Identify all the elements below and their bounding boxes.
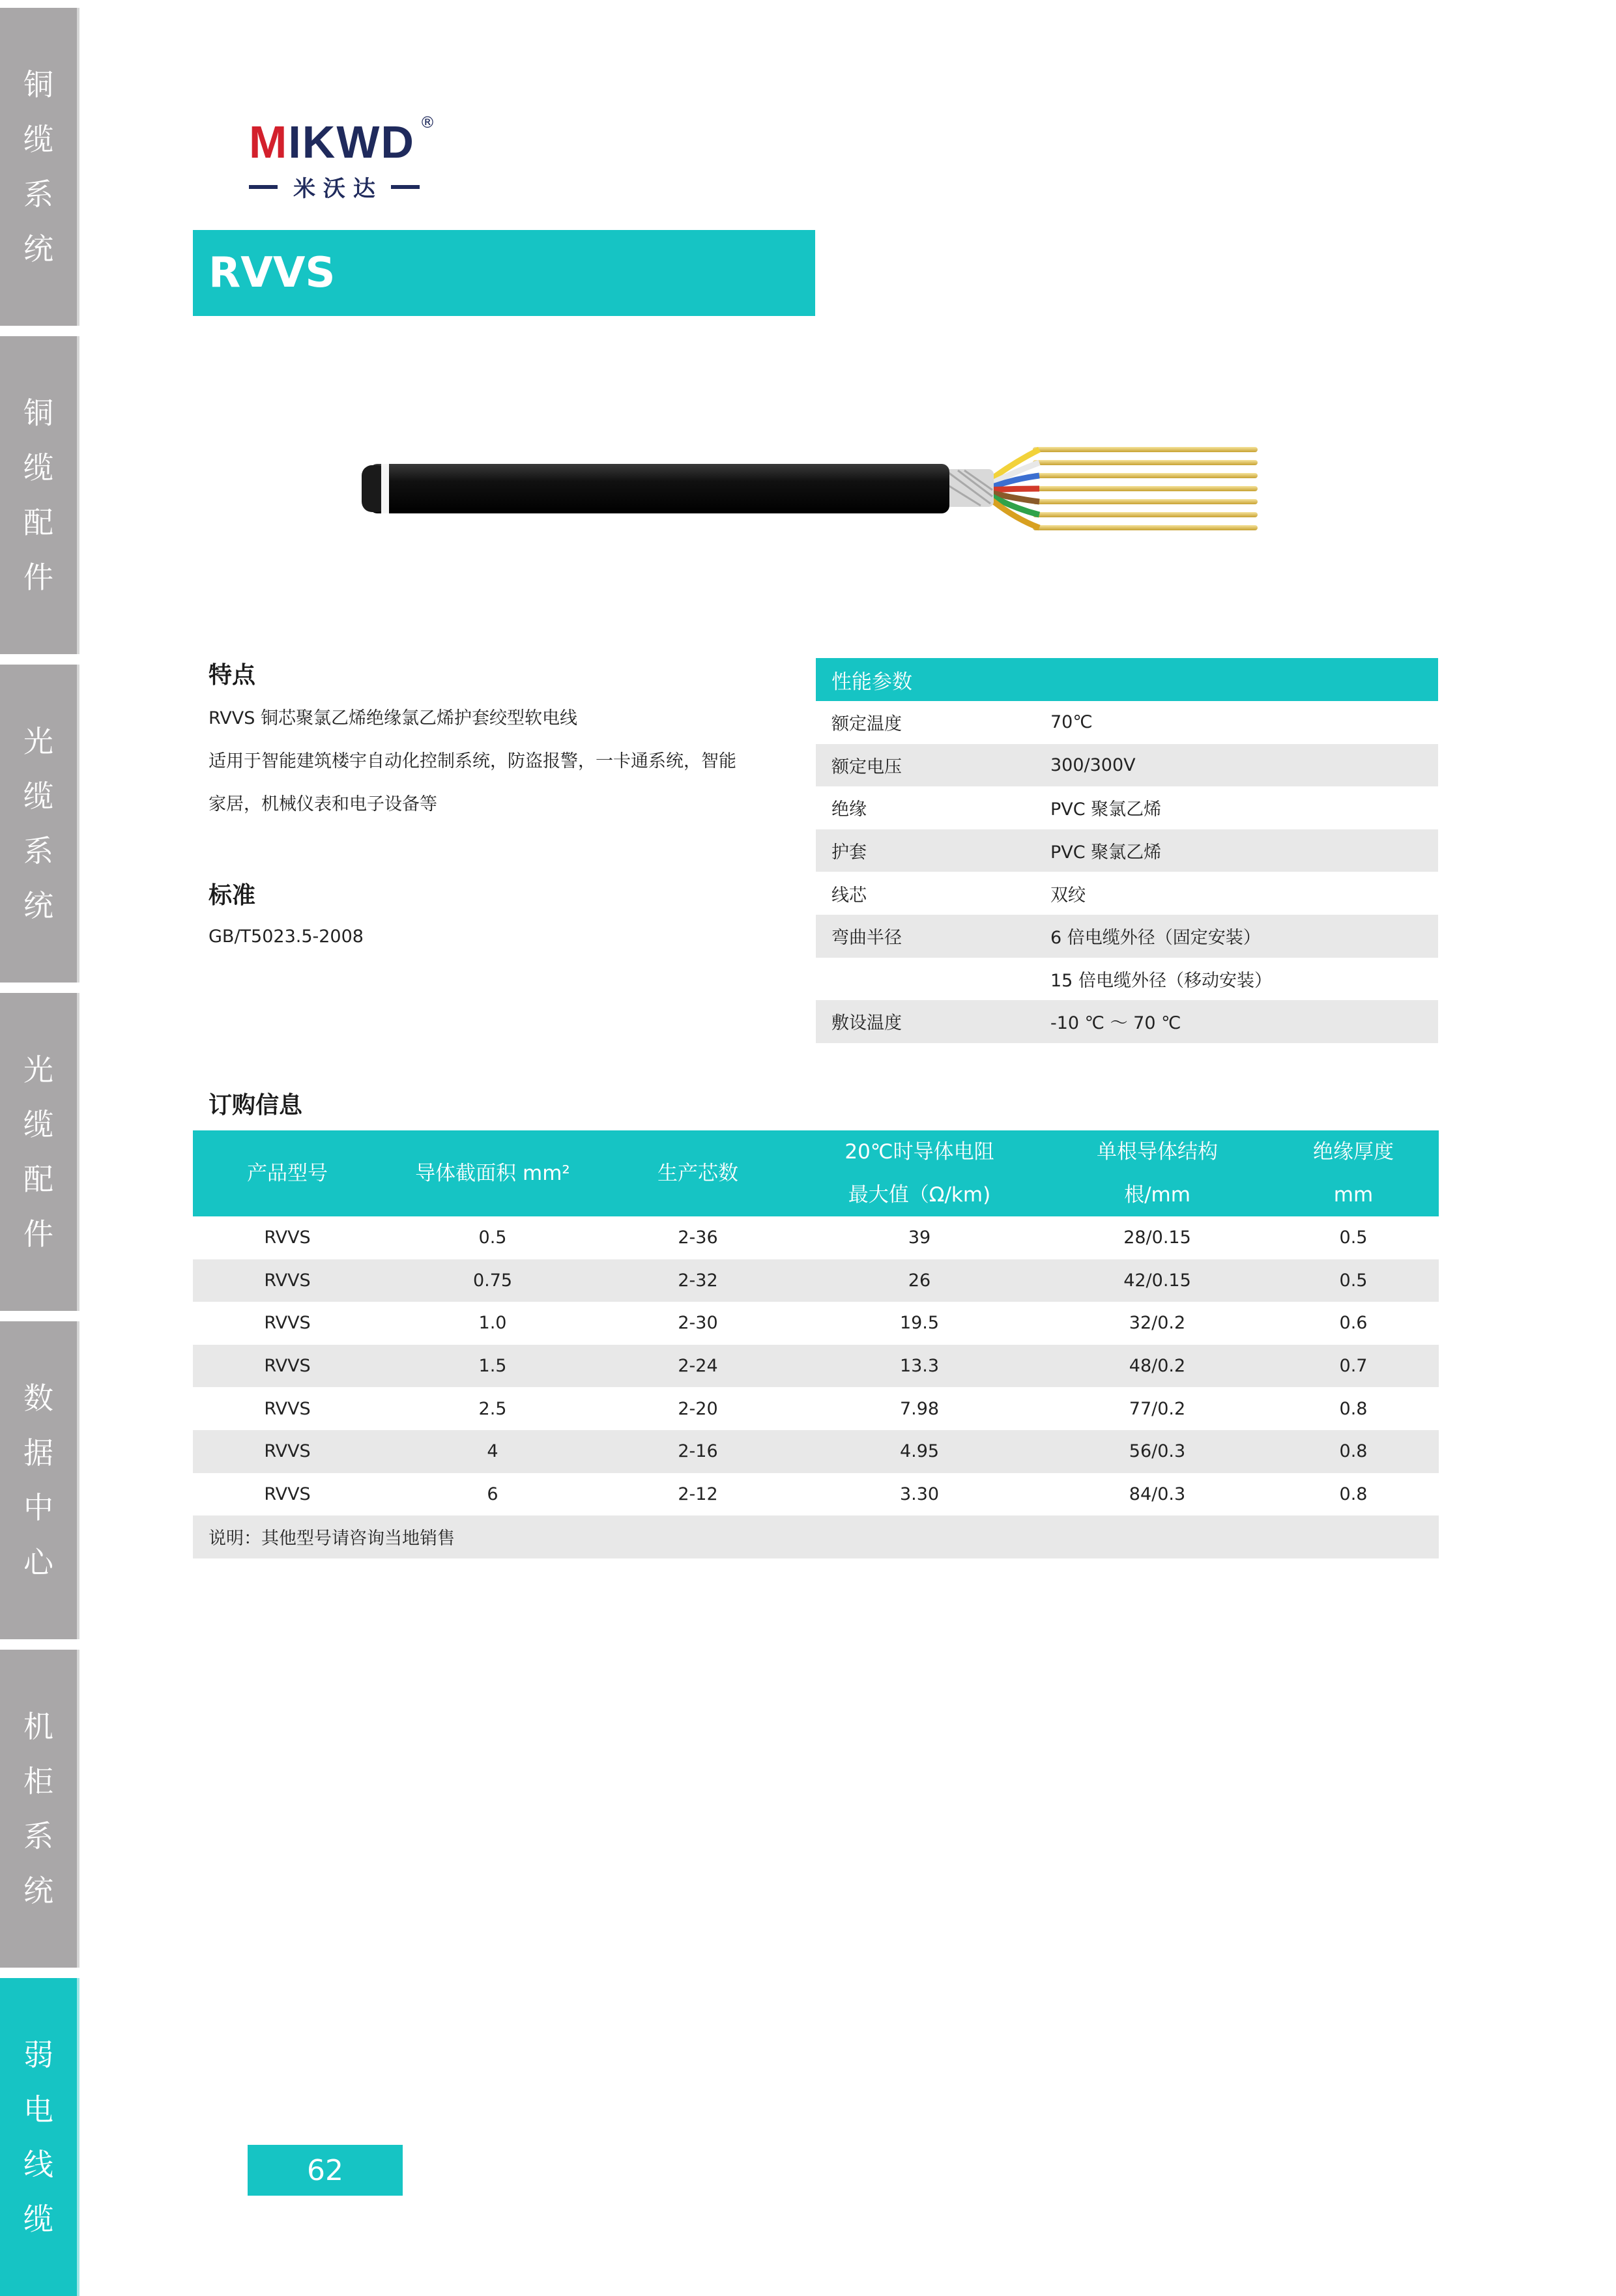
table-cell: 0.8 (1339, 1398, 1368, 1419)
params-row (816, 915, 1438, 958)
table-cell: 2-20 (678, 1398, 718, 1419)
params-row (816, 829, 1438, 872)
table-cell: RVVS (264, 1356, 311, 1377)
params-header: 性能参数 (816, 658, 1438, 701)
side-tab-char: 柜 (23, 1764, 53, 1799)
features-line: RVVS 铜芯聚氯乙烯绝缘氯乙烯护套绞型软电线 (209, 708, 577, 728)
side-tab-char: 配 (23, 505, 53, 540)
params-value: 6 倍电缆外径（固定安装） (1050, 928, 1261, 949)
params-value: 15 倍电缆外径（移动安装） (1050, 970, 1272, 991)
params-value: 300/300V (1050, 754, 1136, 775)
side-tab-char: 铜 (23, 67, 53, 102)
table-cell: 2-16 (678, 1441, 718, 1462)
table-cell: 6 (487, 1484, 498, 1504)
order-table-header (193, 1130, 1439, 1216)
table-cell: RVVS (264, 1484, 311, 1504)
table-row (193, 1430, 1439, 1473)
table-cell: 0.6 (1339, 1313, 1368, 1334)
table-cell: RVVS (264, 1313, 311, 1334)
performance-params-table (816, 658, 1438, 1043)
params-row (816, 701, 1438, 744)
column-header-line: 20℃时导体电阻 (844, 1140, 994, 1164)
column-header (1268, 1130, 1439, 1216)
column-header (193, 1130, 382, 1216)
params-value: 70℃ (1050, 712, 1093, 733)
side-tab-char: 件 (23, 560, 53, 595)
table-cell: 2-30 (678, 1313, 718, 1334)
side-tab-char: 心 (23, 1545, 53, 1580)
table-cell: 84/0.3 (1129, 1484, 1186, 1504)
side-tab-char: 缆 (23, 779, 53, 814)
table-cell: 0.7 (1339, 1356, 1368, 1377)
table-cell: 1.5 (478, 1356, 507, 1377)
side-tab[interactable] (0, 1978, 77, 2296)
features-line: 适用于智能建筑楼宇自动化控制系统，防盗报警，一卡通系统，智能 (209, 751, 736, 771)
params-value: PVC 聚氯乙烯 (1050, 799, 1162, 820)
column-header-line: mm (1333, 1183, 1374, 1207)
order-table (193, 1130, 1439, 1558)
features-line: 家居，机械仪表和电子设备等 (209, 794, 437, 814)
table-cell: 4.95 (899, 1441, 940, 1462)
params-row (816, 958, 1438, 1001)
column-header-line: 单根导体结构 (1097, 1140, 1218, 1164)
table-row (193, 1302, 1439, 1345)
column-header (1046, 1130, 1268, 1216)
params-key: 额定温度 (831, 714, 902, 735)
standard-value: GB/T5023.5-2008 (209, 926, 364, 947)
params-row (816, 1000, 1438, 1043)
table-row (193, 1259, 1439, 1302)
table-row (193, 1345, 1439, 1388)
table-cell: 42/0.15 (1123, 1270, 1191, 1291)
side-tab-char: 统 (23, 231, 53, 266)
table-cell: 2-24 (678, 1356, 718, 1377)
table-cell: 2-32 (678, 1270, 718, 1291)
side-tab-char: 线 (23, 2147, 53, 2182)
column-header-line: 根/mm (1124, 1183, 1190, 1207)
table-cell: 13.3 (899, 1356, 940, 1377)
features-heading: 特点 (209, 662, 256, 689)
side-tab-char: 配 (23, 1162, 53, 1197)
side-tab-char: 光 (23, 724, 53, 759)
side-tab-char: 缆 (23, 2202, 53, 2237)
side-tab[interactable] (0, 336, 77, 654)
table-cell: 1.0 (478, 1313, 507, 1334)
table-cell: 4 (487, 1441, 498, 1462)
table-cell: RVVS (264, 1270, 311, 1291)
page-number: 62 (248, 2145, 403, 2196)
side-tab-char: 数 (23, 1381, 53, 1416)
params-value: -10 ℃ ～ 70 ℃ (1050, 1013, 1181, 1034)
table-cell: 7.98 (899, 1398, 940, 1419)
column-header-line: 导体截面积 mm² (415, 1162, 570, 1185)
side-tab[interactable] (0, 993, 77, 1311)
table-cell: 0.8 (1339, 1441, 1368, 1462)
table-row (193, 1473, 1439, 1516)
params-row (816, 744, 1438, 787)
side-tab-char: 系 (23, 177, 53, 212)
cable-illustration (362, 437, 1267, 541)
side-tab-char: 弱 (23, 2037, 53, 2073)
side-tab-char: 光 (23, 1052, 53, 1087)
params-value: 双绞 (1050, 885, 1086, 906)
column-header (603, 1130, 792, 1216)
column-header-line: 产品型号 (247, 1162, 328, 1185)
column-header-line: 绝缘厚度 (1313, 1140, 1394, 1164)
table-note: 说明：其他型号请咨询当地销售 (193, 1515, 1439, 1558)
table-cell: 0.5 (478, 1227, 507, 1248)
column-header-line: 生产芯数 (657, 1162, 738, 1185)
brand-logo: MIKWD ® 米 沃 达 (249, 113, 435, 202)
side-tab-char: 缆 (23, 450, 53, 485)
params-row (816, 786, 1438, 829)
params-row (816, 872, 1438, 915)
table-cell: 32/0.2 (1129, 1313, 1186, 1334)
table-cell: RVVS (264, 1441, 311, 1462)
table-cell: 0.75 (472, 1270, 513, 1291)
column-header (382, 1130, 603, 1216)
side-tab[interactable] (0, 665, 77, 983)
side-tab-char: 缆 (23, 122, 53, 157)
table-cell: 3.30 (899, 1484, 940, 1504)
table-cell: 39 (908, 1227, 931, 1248)
product-title: RVVS (193, 230, 815, 316)
table-cell: 26 (908, 1270, 931, 1291)
table-cell: 2-12 (678, 1484, 718, 1504)
side-tab-char: 据 (23, 1435, 53, 1471)
table-row (193, 1387, 1439, 1430)
order-heading: 订购信息 (209, 1092, 303, 1119)
table-cell: 0.5 (1339, 1227, 1368, 1248)
params-value: PVC 聚氯乙烯 (1050, 842, 1162, 863)
table-cell: 19.5 (899, 1313, 940, 1334)
table-cell: 28/0.15 (1123, 1227, 1191, 1248)
table-cell: 48/0.2 (1129, 1356, 1186, 1377)
side-tab[interactable] (0, 1650, 77, 1968)
params-key: 敷设温度 (831, 1013, 902, 1034)
params-key: 线芯 (831, 885, 867, 906)
table-row (193, 1216, 1439, 1259)
side-tab-char: 系 (23, 833, 53, 868)
column-header-line: 最大值（Ω/km) (848, 1183, 991, 1207)
params-key: 弯曲半径 (831, 928, 902, 949)
side-tab-char: 统 (23, 1873, 53, 1908)
table-cell: RVVS (264, 1398, 311, 1419)
side-tab-char: 电 (23, 2092, 53, 2127)
side-tab-char: 统 (23, 888, 53, 923)
side-tab-char: 机 (23, 1709, 53, 1744)
side-tab[interactable] (0, 1321, 77, 1639)
params-key: 护套 (831, 842, 867, 863)
standard-heading: 标准 (209, 882, 256, 909)
table-cell: 56/0.3 (1129, 1441, 1186, 1462)
side-tab-char: 件 (23, 1216, 53, 1252)
table-cell: 2.5 (478, 1398, 507, 1419)
side-tab[interactable] (0, 8, 77, 326)
table-cell: 0.5 (1339, 1270, 1368, 1291)
params-key: 额定电压 (831, 756, 902, 777)
params-key: 绝缘 (831, 799, 867, 820)
side-tab-char: 铜 (23, 395, 53, 431)
side-tab-char: 中 (23, 1490, 53, 1525)
table-cell: 77/0.2 (1129, 1398, 1186, 1419)
table-cell: 2-36 (678, 1227, 718, 1248)
table-cell: RVVS (264, 1227, 311, 1248)
table-cell: 0.8 (1339, 1484, 1368, 1504)
side-tab-char: 系 (23, 1818, 53, 1854)
column-header (792, 1130, 1046, 1216)
side-tab-char: 缆 (23, 1107, 53, 1142)
